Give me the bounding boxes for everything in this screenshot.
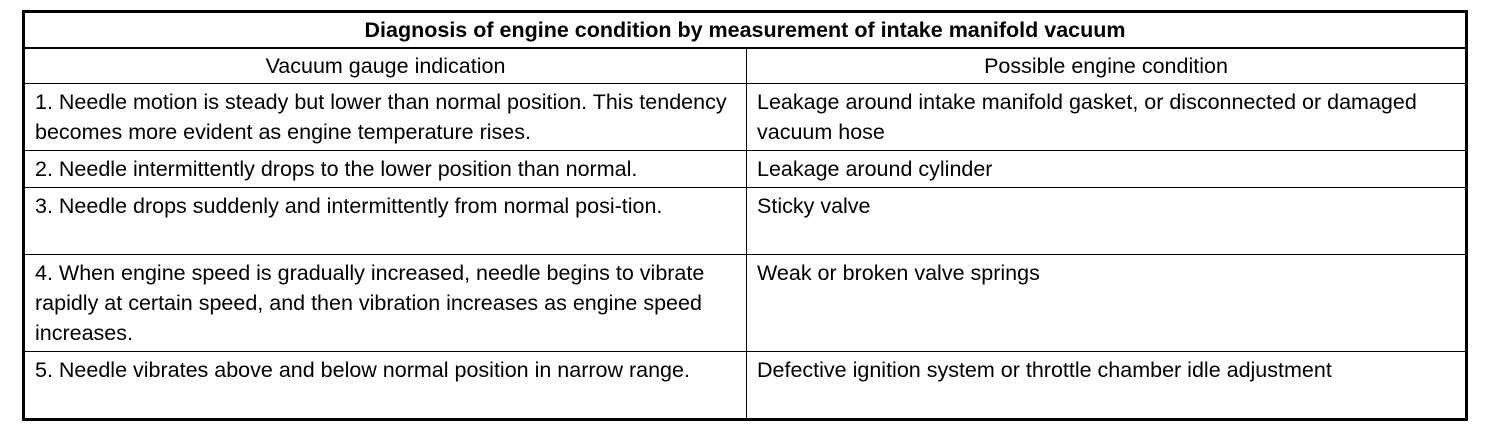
condition-cell: Sticky valve <box>747 188 1467 255</box>
condition-cell: Leakage around cylinder <box>747 151 1467 188</box>
table-title: Diagnosis of engine condition by measurement of intake manifold vacuum <box>24 12 1467 49</box>
indication-cell: 4. When engine speed is gradually increased, needle begins to vibrate rapidly at certain speed, and then vibration increases as engine speed increases. <box>24 255 747 352</box>
table-row <box>24 151 1467 188</box>
table-row <box>24 352 1467 420</box>
table-row <box>24 188 1467 255</box>
indication-cell: 1. Needle motion is steady but lower than normal position. This tendency becomes more evident as engine temperature rises. <box>24 84 747 151</box>
column-header-vacuum-gauge-indication: Vacuum gauge indication <box>24 48 747 84</box>
indication-cell: 2. Needle intermittently drops to the lower position than normal. <box>24 151 747 188</box>
table-row <box>24 84 1467 151</box>
diagnosis-table <box>22 10 1468 421</box>
condition-cell: Defective ignition system or throttle chamber idle adjustment <box>747 352 1467 420</box>
indication-cell: 5. Needle vibrates above and below normal position in narrow range. <box>24 352 747 420</box>
condition-cell: Leakage around intake manifold gasket, or disconnected or damaged vacuum hose <box>747 84 1467 151</box>
indication-cell: 3. Needle drops suddenly and intermittently from normal posi-tion. <box>24 188 747 255</box>
condition-cell: Weak or broken valve springs <box>747 255 1467 352</box>
column-header-possible-engine-condition: Possible engine condition <box>747 48 1467 84</box>
table-row <box>24 255 1467 352</box>
